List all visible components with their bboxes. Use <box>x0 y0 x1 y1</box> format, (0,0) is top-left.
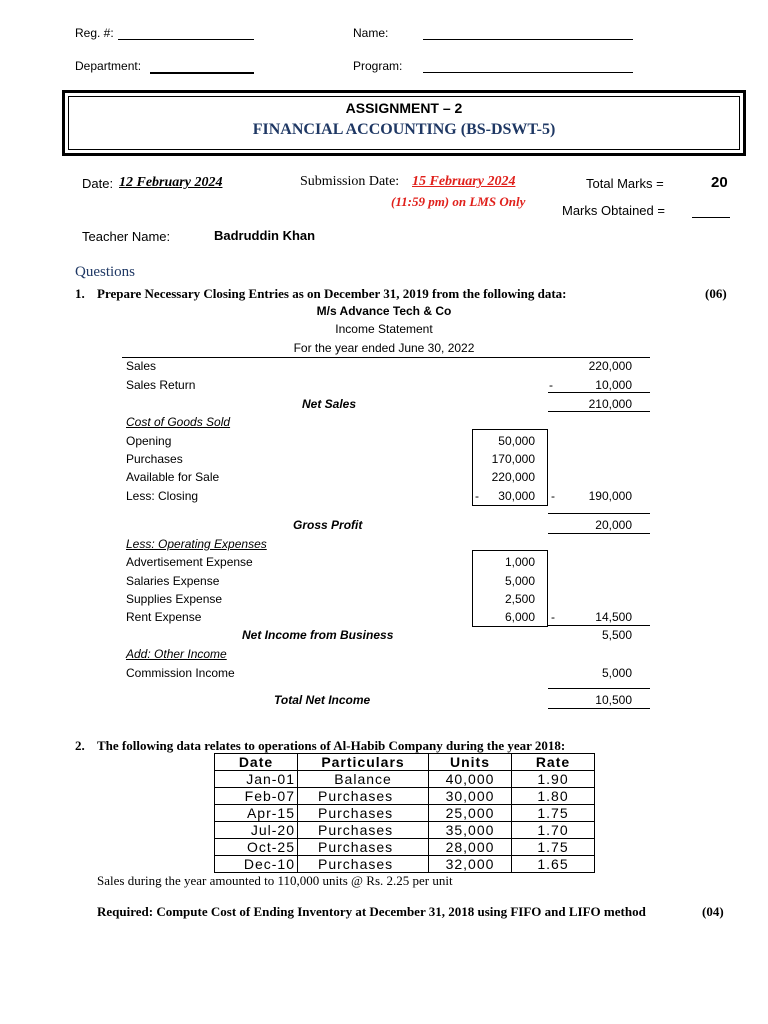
department-label: Department: <box>75 59 142 73</box>
units-cell: 32,000 <box>429 856 512 873</box>
company-name: M/s Advance Tech & Co <box>316 304 452 318</box>
total-net-income-rule <box>548 708 650 709</box>
department-field[interactable] <box>150 72 254 74</box>
particulars-cell: Purchases <box>298 839 429 856</box>
commission-value: 5,000 <box>601 666 632 680</box>
opex-total-rule <box>548 625 650 626</box>
particulars-cell: Balance <box>298 771 429 788</box>
rate-cell: 1.65 <box>512 856 595 873</box>
purchases-label: Purchases <box>126 452 183 466</box>
cogs-total: 190,000 <box>588 489 632 503</box>
purchases-value: 170,000 <box>491 452 535 466</box>
sales-value: 220,000 <box>588 359 632 373</box>
supplies-value: 2,500 <box>504 592 535 606</box>
units-cell: 40,000 <box>429 771 512 788</box>
opening-label: Opening <box>126 434 172 448</box>
marks-obtained-label: Marks Obtained = <box>562 203 665 218</box>
opex-heading: Less: Operating Expenses <box>126 537 267 551</box>
table-row <box>215 771 595 788</box>
closing-sign: - <box>475 489 479 503</box>
available-value: 220,000 <box>491 470 535 484</box>
sales-note: Sales during the year amounted to 110,000 units @ Rs. 2.25 per unit <box>97 873 453 888</box>
table-row <box>215 856 595 873</box>
total-marks-label: Total Marks = <box>586 176 664 191</box>
table-row <box>215 788 595 805</box>
opex-box-left <box>472 550 473 626</box>
date-cell: Dec-10 <box>215 856 298 873</box>
net-income-business-value: 5,500 <box>601 628 632 642</box>
opex-total: 14,500 <box>595 610 632 624</box>
units-cell: 25,000 <box>429 805 512 822</box>
other-income-heading: Add: Other Income <box>126 647 227 661</box>
column-header: Date <box>215 754 298 771</box>
date-cell: Oct-25 <box>215 839 298 856</box>
opening-value: 50,000 <box>498 434 535 448</box>
q2-marks: (04) <box>702 904 724 919</box>
q2-number: 2. <box>75 738 85 753</box>
adv-label: Advertisement Expense <box>126 555 253 569</box>
net-sales-value: 210,000 <box>588 397 632 411</box>
commission-rule <box>548 688 650 689</box>
units-cell: 28,000 <box>429 839 512 856</box>
total-net-income-value: 10,500 <box>595 693 632 707</box>
closing-value: 30,000 <box>498 489 535 503</box>
total-net-income-label: Total Net Income <box>274 693 371 707</box>
course-title: FINANCIAL ACCOUNTING (BS-DSWT-5) <box>252 121 556 138</box>
particulars-cell: Purchases <box>298 805 429 822</box>
date-cell: Jan-01 <box>215 771 298 788</box>
rate-cell: 1.90 <box>512 771 595 788</box>
closing-label: Less: Closing <box>126 489 199 503</box>
cogs-heading: Cost of Goods Sold <box>126 415 231 429</box>
gross-profit-label: Gross Profit <box>293 518 363 532</box>
rent-label: Rent Expense <box>126 610 202 624</box>
particulars-cell: Purchases <box>298 856 429 873</box>
sales-return-rule <box>548 392 650 393</box>
opex-box-bottom <box>472 626 548 627</box>
table-row <box>215 805 595 822</box>
reg-field[interactable] <box>118 39 254 40</box>
gross-profit-value: 20,000 <box>595 518 632 532</box>
date-cell: Apr-15 <box>215 805 298 822</box>
salaries-value: 5,000 <box>504 574 535 588</box>
q2-required: Required: Compute Cost of Ending Inventory at December 31, 2018 using FIFO and LIFO method <box>97 904 646 919</box>
cogs-box-bottom <box>472 505 548 506</box>
column-header: Particulars <box>298 754 429 771</box>
q2-text: The following data relates to operations of Al-Habib Company during the year 2018: <box>97 738 566 753</box>
questions-heading: Questions <box>75 264 135 280</box>
submission-date-value: 15 February 2024 <box>412 174 516 189</box>
table-header-row <box>215 754 595 771</box>
submission-note: (11:59 pm) on LMS Only <box>391 194 526 209</box>
q1-text: Prepare Necessary Closing Entries as on December 31, 2019 from the following data: <box>97 286 567 301</box>
opex-sign: - <box>551 610 555 624</box>
total-marks-value: 20 <box>711 174 728 191</box>
sales-return-sign: - <box>549 378 553 392</box>
cogs-box-right <box>547 429 548 505</box>
cogs-sign: - <box>551 489 555 503</box>
name-label: Name: <box>353 26 389 40</box>
assignment-title: ASSIGNMENT – 2 <box>345 100 463 116</box>
rate-cell: 1.75 <box>512 839 595 856</box>
teacher-label: Teacher Name: <box>82 229 171 244</box>
units-cell: 30,000 <box>429 788 512 805</box>
date-cell: Feb-07 <box>215 788 298 805</box>
commission-label: Commission Income <box>126 666 235 680</box>
date-label: Date: <box>82 176 114 191</box>
q1-marks: (06) <box>705 286 727 301</box>
salaries-label: Salaries Expense <box>126 574 220 588</box>
particulars-cell: Purchases <box>298 788 429 805</box>
marks-obtained-field[interactable] <box>692 217 730 218</box>
rate-cell: 1.70 <box>512 822 595 839</box>
name-field[interactable] <box>423 39 633 40</box>
sales-return-value: 10,000 <box>595 378 632 392</box>
sales-label: Sales <box>126 359 157 373</box>
sales-return-label: Sales Return <box>126 378 196 392</box>
q1-number: 1. <box>75 286 85 301</box>
program-label: Program: <box>353 59 403 73</box>
date-value: 12 February 2024 <box>119 175 223 190</box>
particulars-cell: Purchases <box>298 822 429 839</box>
cogs-box-top <box>472 429 548 430</box>
cogs-total-rule <box>548 513 650 514</box>
adv-value: 1,000 <box>504 555 535 569</box>
rent-value: 6,000 <box>504 610 535 624</box>
cogs-box-left <box>472 429 473 505</box>
teacher-name: Badruddin Khan <box>214 228 316 243</box>
statement-title: Income Statement <box>335 322 433 336</box>
inventory-table <box>214 753 595 873</box>
net-income-business-label: Net Income from Business <box>242 628 394 642</box>
column-header: Units <box>429 754 512 771</box>
supplies-label: Supplies Expense <box>126 592 223 606</box>
date-cell: Jul-20 <box>215 822 298 839</box>
column-header: Rate <box>512 754 595 771</box>
opex-box-top <box>472 550 548 551</box>
gross-profit-rule <box>548 533 650 534</box>
table-row <box>215 822 595 839</box>
net-sales-label: Net Sales <box>302 397 357 411</box>
available-label: Available for Sale <box>126 470 220 484</box>
header-rule <box>122 357 650 358</box>
submission-date-label: Submission Date: <box>300 174 400 189</box>
rate-cell: 1.75 <box>512 805 595 822</box>
rate-cell: 1.80 <box>512 788 595 805</box>
units-cell: 35,000 <box>429 822 512 839</box>
table-row <box>215 839 595 856</box>
program-field[interactable] <box>423 72 633 73</box>
reg-label: Reg. #: <box>75 26 114 40</box>
statement-period: For the year ended June 30, 2022 <box>293 341 475 355</box>
net-sales-rule <box>548 411 650 412</box>
opex-box-right <box>547 550 548 626</box>
